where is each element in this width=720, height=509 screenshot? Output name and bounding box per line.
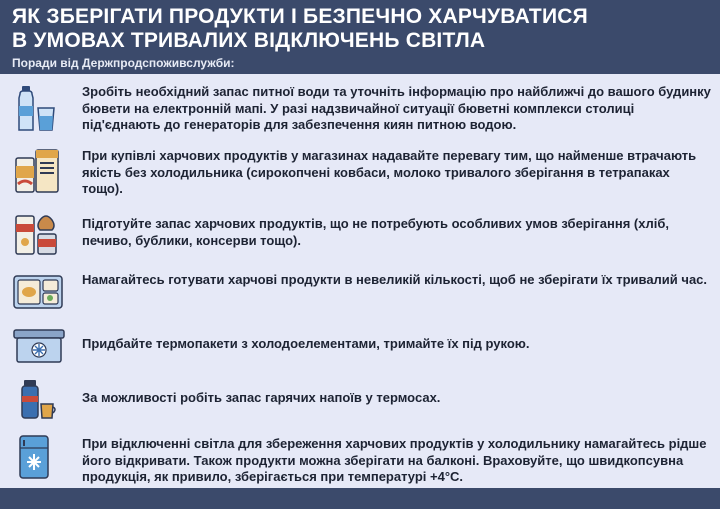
fridge-icon — [12, 434, 66, 480]
cooler-box-icon — [12, 326, 66, 364]
water-bottle-icon — [12, 86, 66, 132]
tip-text: Придбайте термопакети з холодоелементами, тримайте їх під рукою. — [82, 336, 530, 351]
thermos-icon — [12, 378, 66, 420]
tip-text: Підготуйте запас харчових продуктів, що не потребують особливих умов зберігання (хліб, печиво, бублики, консерви тощо). — [82, 216, 669, 248]
tip-text: При відключенні світла для збереження харчових продуктів у холодильнику намагайтесь рідше його відкривати. Також продукти можна зберігати на балконі. Враховуйте, що швидкопсувна продукція, як привило, зберігається при температурі +4°С. — [82, 436, 707, 484]
footer-bar — [0, 488, 720, 509]
tips-list — [0, 74, 720, 488]
lunchbox-icon — [12, 272, 66, 312]
title-line-2: В УМОВАХ ТРИВАЛИХ ВІДКЛЮЧЕНЬ СВІТЛА — [12, 29, 486, 52]
page-title — [12, 5, 588, 53]
tip-text: За можливості робіть запас гарячих напоїв у термосах. — [82, 390, 441, 405]
header-banner — [0, 0, 720, 74]
title-line-1: ЯК ЗБЕРІГАТИ ПРОДУКТИ І БЕЗПЕЧНО ХАРЧУВАТИСЯ — [12, 5, 588, 28]
tip-text: При купівлі харчових продуктів у магазинах надавайте перевагу тим, що найменше втрачають якість без холодильника (сирокопчені ковбаси, молоко тривалого зберігання в тетрапаках тощо). — [82, 148, 697, 196]
tip-text: Намагайтесь готувати харчові продукти в невеликій кількості, щоб не зберігати їх тривалий час. — [82, 272, 708, 287]
food-stock-icon — [12, 210, 66, 256]
tip-text: Зробіть необхідний запас питної води та уточніть інформацію про найближчі до вашого будинку бювети на електронній мапі. У разі надзвичайної ситуації бюветні комплекси столиці під'єднають до генераторів для забезпечення киян питною водою. — [82, 84, 711, 132]
page-subtitle: Поради від Держпродспоживслужби: — [12, 56, 235, 70]
groceries-icon — [12, 148, 66, 194]
